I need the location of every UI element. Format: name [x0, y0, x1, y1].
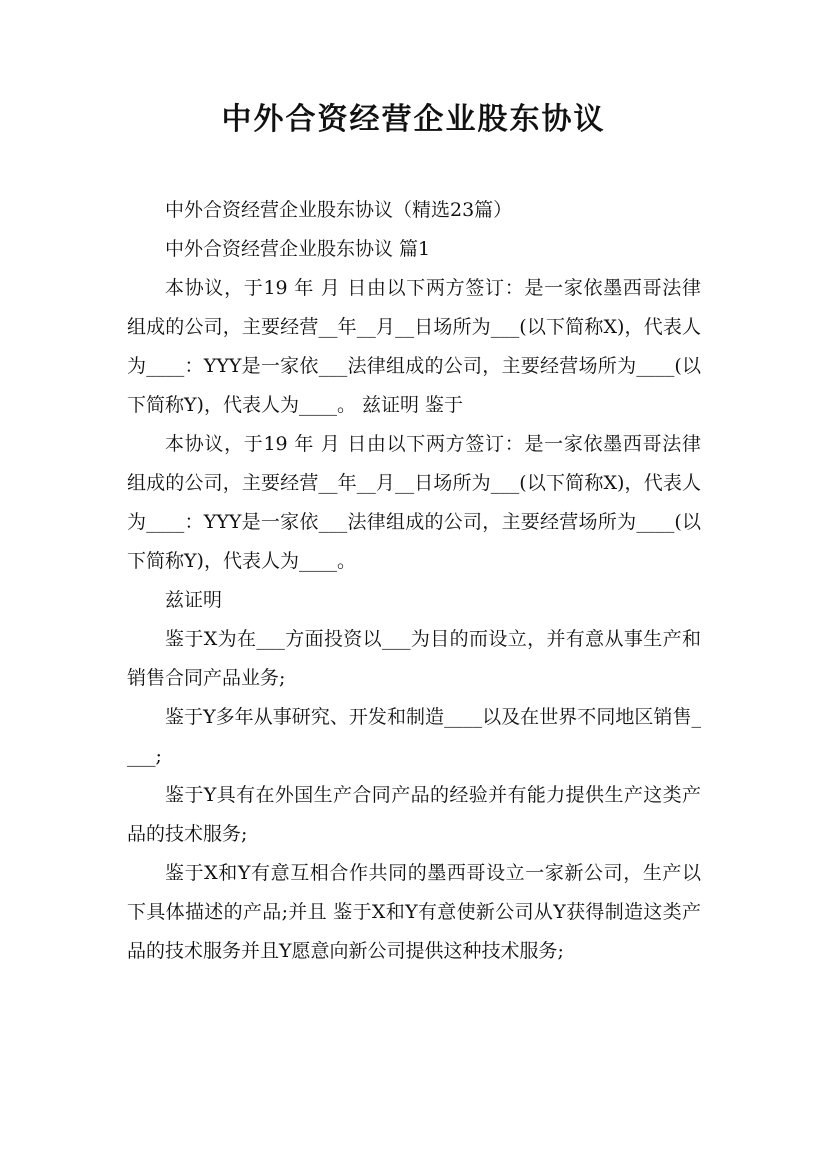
paragraph-whereas-3: 鉴于Y具有在外国生产合同产品的经验并有能力提供生产这类产品的技术服务;	[127, 784, 701, 845]
paragraph-subtitle: 中外合资经营企业股东协议（精选23篇）	[165, 199, 513, 221]
paragraph-whereas-2: 鉴于Y多年从事研究、开发和制造____以及在世界不同地区销售____;	[127, 706, 701, 767]
paragraph-intro-1: 本协议，于19 年 月 日由以下两方签订：是一家依墨西哥法律组成的公司，主要经营__年__月__日场所为___(以下简称X)，代表人为____：YYY是一家依___法律组成的公司，主要经营场所为____(以下简称Y)，代表人为____。 兹证明 鉴于	[127, 277, 701, 416]
paragraph-whereas-1: 鉴于X为在___方面投资以___为目的而设立，并有意从事生产和销售合同产品业务;	[127, 628, 701, 689]
paragraph-whereas-4: 鉴于X和Y有意互相合作共同的墨西哥设立一家新公司，生产以下具体描述的产品;并且 鉴于X和Y有意使新公司从Y获得制造这类产品的技术服务并且Y愿意向新公司提供这种技术服务;	[127, 862, 701, 962]
document-body	[127, 191, 701, 971]
document-title: 中外合资经营企业股东协议	[221, 102, 606, 137]
paragraph-intro-2: 本协议，于19 年 月 日由以下两方签订：是一家依墨西哥法律组成的公司，主要经营__年__月__日场所为___(以下简称X)，代表人为____：YYY是一家依___法律组成的公司，主要经营场所为____(以下简称Y)，代表人为____。	[127, 433, 701, 572]
paragraph-section-heading: 中外合资经营企业股东协议 篇1	[165, 238, 431, 260]
paragraph-witness: 兹证明	[165, 589, 223, 611]
